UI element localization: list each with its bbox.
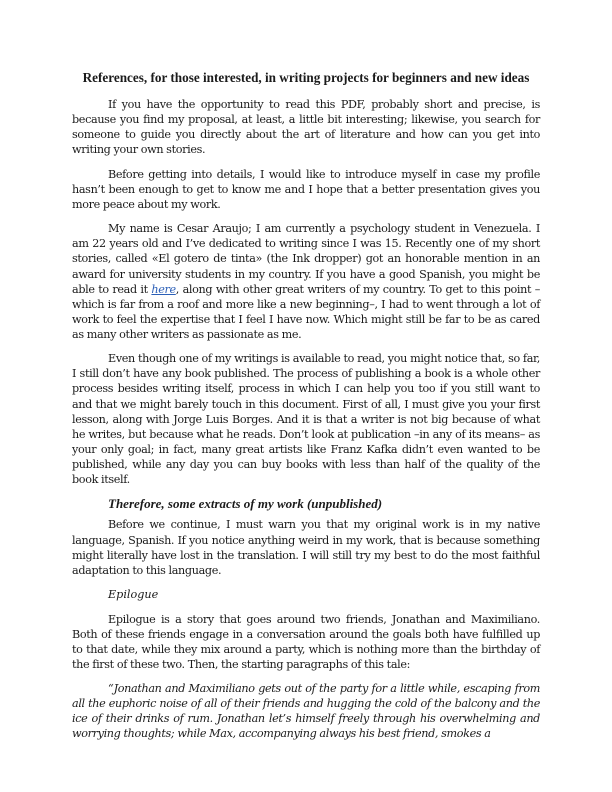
author-bio-paragraph xyxy=(72,221,540,342)
here-link[interactable]: here xyxy=(151,282,176,296)
extracts-subheading: Therefore, some extracts of my work (unpublished) xyxy=(108,496,383,512)
epilogue-heading: Epilogue xyxy=(108,588,159,602)
story-excerpt-quote: “Jonathan and Maximiliano gets out of the party for a little while, escaping from all the euphoric noise of all of their friends and hugging the cold of the balcony and the ice of their drinks of rum. Jonathan let’s himself freely through his overwhelming and worrying thoughts; while Max, accompanying always his best friend, smokes a xyxy=(72,682,540,741)
bio-text-end: , along with other great writers of my country. To get to this point –which is far from a roof and more like a new beginning–, I had to went through a lot of work to feel the expertise that I feel I have now. Which might still be far to be as cared as many other writers as passionate as me. xyxy=(72,282,541,341)
intro-paragraph: If you have the opportunity to read this PDF, probably short and precise, is because you find my proposal, at least, a little bit interesting; likewise, you search for someone to guide you directly about the art of literature and how can you get into writing your own stories. xyxy=(72,98,540,157)
epilogue-summary-paragraph: Epilogue is a story that goes around two friends, Jonathan and Maximiliano. Both of these friends engage in a conversation around the goals both have fulfilled up to that date, while they mix around a party, which is nothing more than the birthday of the first of these two. Then, the starting paragraphs of this tale: xyxy=(72,612,540,671)
introduction-paragraph: Before getting into details, I would like to introduce myself in case my profile hasn’t been enough to get to know me and I hope that a better presentation gives you more peace about my work. xyxy=(72,167,540,211)
bio-text-start: My name is Cesar Araujo; I am currently a psychology student in Venezuela. I am 22 years old and I’ve dedicated to writing since I was 15. Recently one of my short stories, called «El gotero de tinta» (the Ink dropper) got an honorable mention in an award for university students in my country. If you have a good Spanish, you might be able to read it xyxy=(72,222,540,296)
publishing-paragraph: Even though one of my writings is available to read, you might notice that, so far, I still don’t have any book published. The process of publishing a book is a whole other process besides writing itself, process in which I can help you too if you still want to and that we might barely touch in this document. First of all, I must give you your first lesson, along with Jorge Luis Borges. And it is that a writer is not big because of what he writes, but because what he reads. Don’t look at publication –in any of its means– as your only goal; in fact, many great artists like Franz Kafka didn’t even wanted to be published, while any day you can buy books with less than half of the quality of the book itself. xyxy=(72,352,540,487)
translation-warning-paragraph: Before we continue, I must warn you that my original work is in my native language, Spanish. If you notice anything weird in my work, that is because something might literally have lost in the translation. I will still try my best to do the most faithful adaptation to this language. xyxy=(72,518,540,577)
document-title: References, for those interested, in writing projects for beginners and new ideas xyxy=(82,70,530,85)
